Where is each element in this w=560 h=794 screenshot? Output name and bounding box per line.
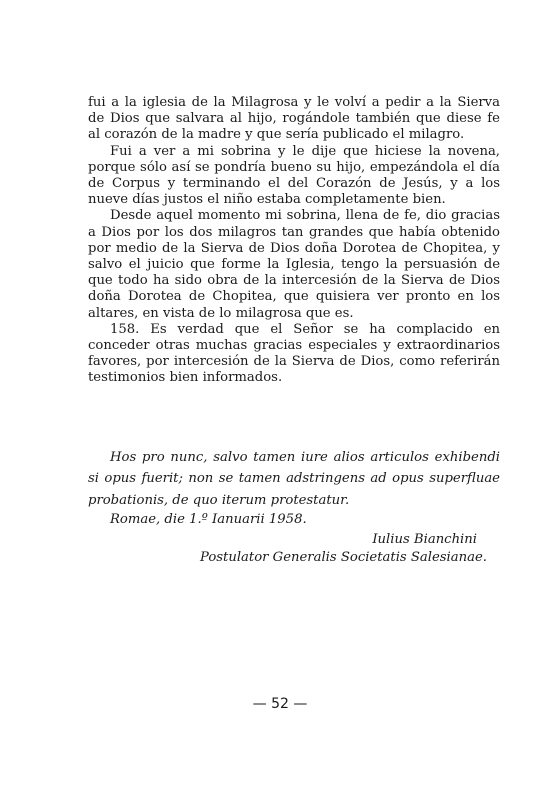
paragraph-1: fui a la iglesia de la Milagrosa y le volví a pedir a la Sierva de Dios que salvara al hijo, rogándole también que diese fe al corazón de la madre y que sería publicado el milagro. <box>88 95 500 143</box>
signatory-name: Iulius Bianchini <box>372 532 477 547</box>
latin-note <box>88 447 500 511</box>
latin-note-text: Hos pro nunc, salvo tamen iure alios articulos exhibendi si opus fuerit; non se tamen adstringens ad opus superfluae probationis, de quo iterum protestatur. <box>88 450 500 508</box>
body-text <box>88 95 500 387</box>
signatory-title: Postulator Generalis Societatis Salesianae. <box>200 550 487 565</box>
paragraph-3: Desde aquel momento mi sobrina, llena de fe, dio gracias a Dios por los dos milagros tan grandes que había obtenido por medio de la Sierva de Dios doña Dorotea de Chopitea, y salvo el juicio que forme la Iglesia, tengo la persuasión de que todo ha sido obra de la intercesión de la Sierva de Dios doña Dorotea de Chopitea, que quisiera ver pronto en los altares, en vista de lo milagrosa que es. <box>88 208 500 321</box>
paragraph-2: Fui a ver a mi sobrina y le dije que hiciese la novena, porque sólo así se pondría bueno su hijo, empezándola el día de Corpus y terminando el del Corazón de Jesús, y a los nueve días justos el niño estaba completamente bien. <box>88 143 500 208</box>
paragraph-158: 158. Es verdad que el Señor se ha complacido en conceder otras muchas gracias especiales y extraordinarios favores, por intercesión de la Sierva de Dios, como referirán testimonios bien informados. <box>88 321 500 386</box>
place-date: Romae, die 1.º Ianuarii 1958. <box>110 512 307 527</box>
page-number: — 52 — <box>252 696 308 712</box>
